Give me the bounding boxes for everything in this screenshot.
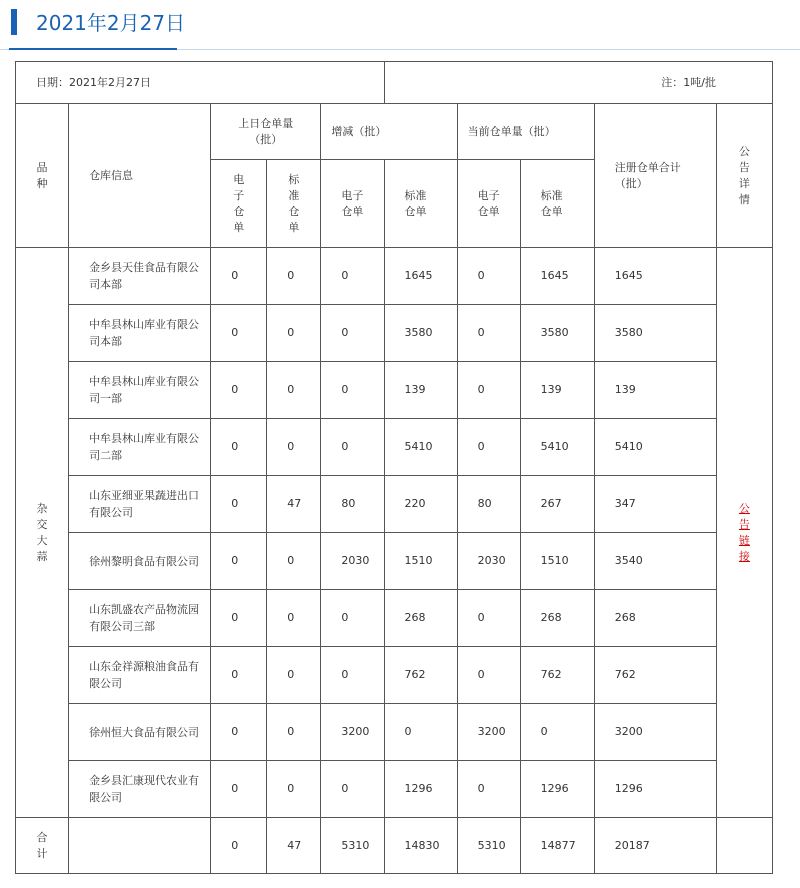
value-cell-prev-e: 0 bbox=[211, 647, 267, 704]
value-cell-cur-s: 1510 bbox=[520, 533, 594, 590]
value-cell-prev-e: 0 bbox=[211, 305, 267, 362]
title-underline bbox=[9, 48, 177, 50]
value-cell-prev-s: 0 bbox=[267, 533, 321, 590]
table-row bbox=[16, 647, 773, 704]
table-row bbox=[16, 248, 773, 305]
warehouse-cell: 中牟县林山库业有限公司本部 bbox=[69, 305, 211, 362]
value-cell-total: 762 bbox=[594, 647, 716, 704]
value-cell-chg-s: 220 bbox=[384, 476, 457, 533]
unit-note: 注：1吨/批 bbox=[384, 62, 773, 104]
value-cell-prev-e: 0 bbox=[211, 533, 267, 590]
value-cell-chg-e: 0 bbox=[321, 647, 384, 704]
header-change-group: 增减（批） bbox=[321, 104, 457, 160]
value-cell-prev-s: 0 bbox=[267, 647, 321, 704]
table-row bbox=[16, 305, 773, 362]
header-row-top bbox=[16, 104, 773, 160]
value-cell-chg-s: 1296 bbox=[384, 761, 457, 818]
value-cell-prev-e: 0 bbox=[211, 761, 267, 818]
warehouse-cell: 中牟县林山库业有限公司一部 bbox=[69, 362, 211, 419]
header-curr-electronic: 电子仓单 bbox=[457, 160, 520, 248]
totals-cell-chg-s: 14830 bbox=[384, 818, 457, 874]
value-cell-prev-s: 0 bbox=[267, 590, 321, 647]
value-cell-prev-s: 0 bbox=[267, 305, 321, 362]
value-cell-prev-e: 0 bbox=[211, 362, 267, 419]
warehouse-cell: 金乡县天佳食品有限公司本部 bbox=[69, 248, 211, 305]
value-cell-cur-e: 0 bbox=[457, 362, 520, 419]
value-cell-cur-s: 267 bbox=[520, 476, 594, 533]
value-cell-prev-s: 0 bbox=[267, 362, 321, 419]
value-cell-chg-e: 0 bbox=[321, 362, 384, 419]
header-curr-group: 当前仓单量（批） bbox=[457, 104, 594, 160]
value-cell-cur-s: 3580 bbox=[520, 305, 594, 362]
warehouse-cell: 金乡县汇康现代农业有限公司 bbox=[69, 761, 211, 818]
totals-cell-total: 20187 bbox=[594, 818, 716, 874]
totals-cell-chg-e: 5310 bbox=[321, 818, 384, 874]
totals-cell-prev-e: 0 bbox=[211, 818, 267, 874]
warehouse-cell: 徐州黎明食品有限公司 bbox=[69, 533, 211, 590]
table-row bbox=[16, 476, 773, 533]
value-cell-cur-s: 5410 bbox=[520, 419, 594, 476]
table-row bbox=[16, 362, 773, 419]
header-notice-detail: 公 告 详 情 bbox=[716, 104, 772, 248]
header-variety: 品 种 bbox=[16, 104, 69, 248]
value-cell-total: 3540 bbox=[594, 533, 716, 590]
value-cell-cur-e: 0 bbox=[457, 590, 520, 647]
table-row bbox=[16, 704, 773, 761]
value-cell-prev-e: 0 bbox=[211, 590, 267, 647]
value-cell-cur-s: 0 bbox=[520, 704, 594, 761]
header-change-electronic: 电子仓单 bbox=[321, 160, 384, 248]
value-cell-prev-s: 0 bbox=[267, 419, 321, 476]
value-cell-total: 139 bbox=[594, 362, 716, 419]
totals-cell-prev-s: 47 bbox=[267, 818, 321, 874]
value-cell-cur-e: 0 bbox=[457, 419, 520, 476]
header-curr-standard: 标准仓单 bbox=[520, 160, 594, 248]
value-cell-cur-e: 80 bbox=[457, 476, 520, 533]
table-row bbox=[16, 761, 773, 818]
totals-label: 合 计 bbox=[16, 818, 69, 874]
page-title: 2021年2月27日 bbox=[36, 11, 186, 35]
value-cell-chg-e: 0 bbox=[321, 248, 384, 305]
value-cell-chg-e: 0 bbox=[321, 761, 384, 818]
warehouse-cell: 山东亚细亚果蔬进出口有限公司 bbox=[69, 476, 211, 533]
warehouse-cell: 山东金祥源粮油食品有限公司 bbox=[69, 647, 211, 704]
totals-row bbox=[16, 818, 773, 874]
value-cell-cur-s: 139 bbox=[520, 362, 594, 419]
value-cell-cur-e: 2030 bbox=[457, 533, 520, 590]
table-row bbox=[16, 533, 773, 590]
value-cell-total: 1645 bbox=[594, 248, 716, 305]
value-cell-cur-e: 0 bbox=[457, 761, 520, 818]
warehouse-cell: 山东凯盛农产品物流园有限公司三部 bbox=[69, 590, 211, 647]
value-cell-cur-e: 3200 bbox=[457, 704, 520, 761]
value-cell-prev-e: 0 bbox=[211, 419, 267, 476]
totals-cell-cur-s: 14877 bbox=[520, 818, 594, 874]
value-cell-prev-s: 47 bbox=[267, 476, 321, 533]
value-cell-chg-s: 762 bbox=[384, 647, 457, 704]
variety-cell: 杂 交 大 蒜 bbox=[16, 248, 69, 818]
value-cell-chg-e: 3200 bbox=[321, 704, 384, 761]
value-cell-cur-s: 1296 bbox=[520, 761, 594, 818]
table-row bbox=[16, 590, 773, 647]
value-cell-total: 268 bbox=[594, 590, 716, 647]
totals-cell-cur-e: 5310 bbox=[457, 818, 520, 874]
value-cell-chg-s: 139 bbox=[384, 362, 457, 419]
value-cell-total: 347 bbox=[594, 476, 716, 533]
value-cell-total: 3580 bbox=[594, 305, 716, 362]
notice-cell bbox=[716, 248, 772, 818]
warehouse-receipt-table bbox=[15, 61, 773, 874]
report-date: 日期：2021年2月27日 bbox=[16, 62, 385, 104]
value-cell-chg-s: 268 bbox=[384, 590, 457, 647]
header-registered-total: 注册仓单合计（批） bbox=[594, 104, 716, 248]
header-prev-electronic: 电 子 仓 单 bbox=[211, 160, 267, 248]
totals-warehouse-empty bbox=[69, 818, 211, 874]
totals-notice-empty bbox=[716, 818, 772, 874]
meta-row bbox=[16, 62, 773, 104]
value-cell-cur-e: 0 bbox=[457, 647, 520, 704]
header-change-standard: 标准仓单 bbox=[384, 160, 457, 248]
value-cell-chg-e: 0 bbox=[321, 590, 384, 647]
value-cell-total: 1296 bbox=[594, 761, 716, 818]
value-cell-chg-e: 0 bbox=[321, 419, 384, 476]
value-cell-prev-s: 0 bbox=[267, 761, 321, 818]
value-cell-prev-e: 0 bbox=[211, 476, 267, 533]
value-cell-prev-s: 0 bbox=[267, 704, 321, 761]
value-cell-prev-s: 0 bbox=[267, 248, 321, 305]
value-cell-chg-e: 2030 bbox=[321, 533, 384, 590]
header-prev-group: 上日仓单量（批） bbox=[211, 104, 321, 160]
value-cell-total: 3200 bbox=[594, 704, 716, 761]
table-row bbox=[16, 419, 773, 476]
header-prev-standard: 标 准 仓 单 bbox=[267, 160, 321, 248]
warehouse-cell: 徐州恒大食品有限公司 bbox=[69, 704, 211, 761]
value-cell-chg-s: 1510 bbox=[384, 533, 457, 590]
value-cell-cur-e: 0 bbox=[457, 248, 520, 305]
value-cell-prev-e: 0 bbox=[211, 704, 267, 761]
notice-link[interactable]: 公 告 链 接 bbox=[738, 501, 750, 563]
value-cell-chg-e: 0 bbox=[321, 305, 384, 362]
value-cell-total: 5410 bbox=[594, 419, 716, 476]
value-cell-cur-s: 268 bbox=[520, 590, 594, 647]
value-cell-chg-s: 5410 bbox=[384, 419, 457, 476]
value-cell-chg-s: 1645 bbox=[384, 248, 457, 305]
value-cell-chg-s: 0 bbox=[384, 704, 457, 761]
value-cell-prev-e: 0 bbox=[211, 248, 267, 305]
value-cell-chg-e: 80 bbox=[321, 476, 384, 533]
warehouse-cell: 中牟县林山库业有限公司二部 bbox=[69, 419, 211, 476]
value-cell-cur-e: 0 bbox=[457, 305, 520, 362]
title-marker bbox=[11, 9, 17, 35]
value-cell-cur-s: 1645 bbox=[520, 248, 594, 305]
header-warehouse: 仓库信息 bbox=[69, 104, 211, 248]
value-cell-cur-s: 762 bbox=[520, 647, 594, 704]
page-header bbox=[0, 0, 800, 50]
value-cell-chg-s: 3580 bbox=[384, 305, 457, 362]
